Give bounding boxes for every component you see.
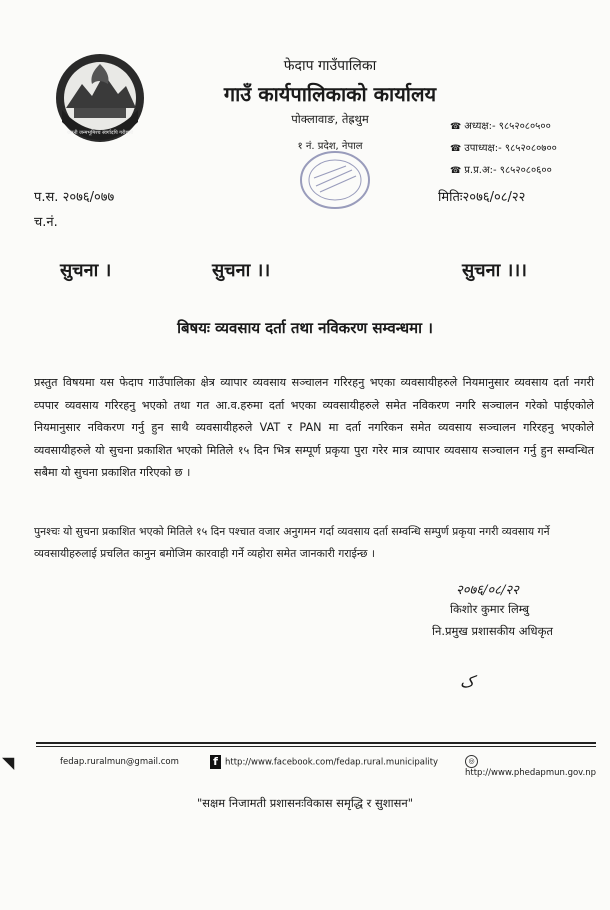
footer-website <box>465 755 610 778</box>
contact-row <box>450 116 557 138</box>
phone-icon: ☎ <box>450 166 462 176</box>
contact-value: ९८५२०८०५०० <box>498 121 551 132</box>
website-url: http://www.phedapmun.gov.np <box>465 768 597 778</box>
contact-row <box>450 138 557 160</box>
notice-heading: सुचना ।। <box>212 260 271 281</box>
government-emblem-logo <box>52 50 148 150</box>
notice-heading: सुचना ।।। <box>462 260 527 281</box>
signatory-name: किशोर कुमार लिम्बु <box>450 602 530 616</box>
footer-divider-thin <box>36 746 596 747</box>
postscript-paragraph: पुनश्चः यो सुचना प्रकाशित भएको मितिले १५ दिन पश्चात वजार अनुगमन गर्दा व्यवसाय दर्ता सम्वन्धि सम्पुर्ण प्रकृया नगरी व्यवसाय गर्ने व्यवसायीहरुलाई प्रचलित कानुन बमोजिम कारवाही गर्ने व्यहोरा समेत जानकारी गराईन्छ । <box>34 525 550 560</box>
facebook-icon: f <box>210 755 221 769</box>
handwritten-signature: २०७६/०८/२२ <box>456 583 519 598</box>
contact-label: प्र.प्र.अ:- <box>464 165 497 176</box>
facebook-url: http://www.facebook.com/fedap.rural.municipality <box>225 757 439 768</box>
phone-icon: ☎ <box>450 122 462 132</box>
svg-text:जननी जन्मभूमिश्च स्वर्गादपि गर: जननी जन्मभूमिश्च स्वर्गादपि गरीयसी <box>66 130 134 136</box>
office-province: १ नं. प्रदेश, नेपाल <box>297 141 363 152</box>
footer-email <box>60 757 179 767</box>
footer-divider <box>36 742 596 744</box>
contact-value: ९८५२०८०७०० <box>504 143 557 154</box>
org-subtitle: फेदाप गाउँपालिका <box>283 58 377 74</box>
reference-number: प.स. २०७६/०७७ <box>34 190 115 205</box>
globe-icon: ◎ <box>465 755 478 768</box>
subject-line: बिषयः व्यवसाय दर्ता तथा नविकरण सम्वन्धमा । <box>177 319 433 337</box>
contact-row <box>450 160 557 182</box>
phone-icon: ☎ <box>450 144 462 154</box>
office-stamp <box>296 146 374 214</box>
motto: "सक्षम निजामती प्रशासनःविकास समृद्धि र सुशासन" <box>196 796 414 810</box>
office-title: गाउँ कार्यपालिकाको कार्यालय <box>223 82 437 106</box>
office-address: पोक्लावाङ, तेह्रथुम <box>291 112 369 126</box>
corner-mark: ◥ <box>2 753 15 772</box>
initial-mark: ک <box>460 672 475 691</box>
signatory-title: नि.प्रमुख प्रशासकीय अधिकृत <box>432 624 553 638</box>
email-text: fedap.ruralmun@gmail.com <box>60 757 179 767</box>
contact-label: अध्यक्ष:- <box>464 121 496 132</box>
dispatch-number: च.नं. <box>34 215 58 230</box>
contact-label: उपाध्यक्ष:- <box>464 143 502 154</box>
notice-heading: सुचना । <box>60 260 112 281</box>
footer-facebook <box>210 755 438 769</box>
contact-list <box>450 116 557 182</box>
contact-value: ९८५२०८०६०० <box>499 165 552 176</box>
issue-date: मितिः२०७६/०८/२२ <box>438 190 526 205</box>
body-paragraph: प्रस्तुत विषयमा यस फेदाप गाउँपालिका क्षेत्र व्यापार व्यवसाय सञ्चालन गरिरहनु भएका व्यवसायीहरुले नियमानुसार व्यवसाय दर्ता नगरी व्पपार व्यवसाय गरिरहनु भएको तथा गत आ.व.हरुमा दर्ता भएका व्यवसायीहरुले समेत नविकरण नगरि सञ्चालन गरेको पाईएकोले नियमानुसार नविकरण गर्नु हुन साथै व्यवसायीहरुले VAT र PAN मा दर्ता नगरिकन समेत व्यवसाय सञ्चालन गरिरहनु भएकोले व्यवसायीहरुले यो सुचना प्रकाशित भएको मितिले १५ दिन भित्र सम्पूर्ण प्रकृया पुरा गरेर मात्र व्यापार व्यवसाय सञ्चालन गर्नु हुन सम्वन्धित सबैमा यो सुचना प्रकाशित गरिएको छ । <box>34 376 594 479</box>
